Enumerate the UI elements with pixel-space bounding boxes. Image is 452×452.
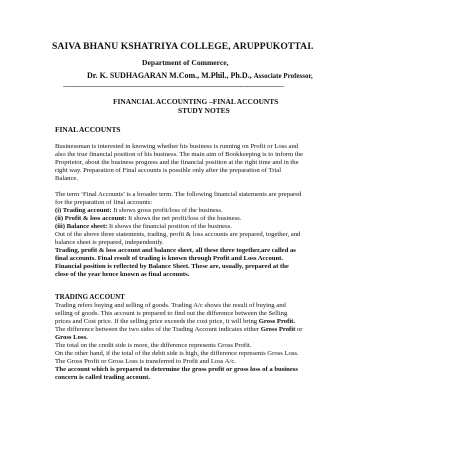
text-line xyxy=(55,326,405,334)
text-line: Out of the above three statements, trading, profit & loss accounts are prepared, together, and xyxy=(55,231,301,239)
text-line: Businessman is interested in knowing whether his business is running on Profit or Loss and xyxy=(55,143,299,150)
list-item-text: It shows the net profit/loss of the business. xyxy=(126,215,242,223)
paragraph-statements xyxy=(55,191,405,280)
text-span: or xyxy=(295,326,303,334)
text-span: prices and Cost price. If the selling price exceeds the cost price, it will bring xyxy=(55,318,259,326)
list-item xyxy=(55,207,405,215)
document-title: FINANCIAL ACCOUNTING –FINAL ACCOUNTS xyxy=(113,97,279,106)
text-line: Trading refers buying and selling of goods. Trading A/c shows the result of buying and xyxy=(55,302,286,309)
author-title: Associate Professor, xyxy=(253,72,313,80)
document-subtitle: STUDY NOTES xyxy=(178,106,230,115)
text-line xyxy=(55,318,405,326)
list-item-text: It shows the financial position of the business. xyxy=(107,223,232,231)
paragraph-trading xyxy=(55,302,405,382)
text-line: balance sheet is prepared, independently. xyxy=(55,239,164,247)
text-line: The total on the credit side is more, the difference represents Gross Profit. xyxy=(55,342,252,350)
author-name: Dr. K. SUDHAGARAN M.Com., M.Phil., Ph.D., xyxy=(87,71,252,80)
text-line: right way. Preparation of Final accounts is possible only after the preparation of Trial xyxy=(55,167,282,175)
text-line-bold: Financial position is reflected by Balance Sheet. These are, usually, prepared at the xyxy=(55,263,289,271)
text-line: The term ‘Final Accounts’ is a broader term. The following financial statements are prepared xyxy=(55,191,302,198)
author-line xyxy=(87,71,313,80)
section-heading-trading-account: TRADING ACCOUNT xyxy=(55,293,125,301)
list-item xyxy=(55,223,405,231)
paragraph-intro xyxy=(55,143,405,183)
text-line-bold: close of the year hence known as final accounts. xyxy=(55,271,190,279)
text-line-bold: final accounts. Final result of trading is known through Profit and Loss Account. xyxy=(55,255,284,263)
text-line-bold: Trading, profit & loss account and balance sheet, all these three together,are called as xyxy=(55,247,296,255)
text-span: The difference between the two sides of the Trading Account indicates either xyxy=(55,326,261,334)
section-heading-final-accounts: FINAL ACCOUNTS xyxy=(55,125,121,134)
text-line-bold: The account which is prepared to determine the gross profit or gross loss of a business xyxy=(55,366,298,374)
text-line: selling of goods. This account is prepared to find out the difference between the Selling xyxy=(55,310,288,318)
text-line: The Gross Profit or Gross Loss is transferred to Profit and Loss A/c. xyxy=(55,358,236,366)
list-item-label: (ii) Profit & loss account: xyxy=(55,215,127,223)
text-line-bold: concern is called trading account. xyxy=(55,374,150,382)
list-item-label: (i) Trading account: xyxy=(55,207,112,215)
text-span-bold: Gross Profit. xyxy=(258,318,296,326)
text-line-bold: Gross Loss. xyxy=(55,334,88,342)
text-line: On the other hand, if the total of the debit side is high, the difference represents Gross Loss. xyxy=(55,350,299,358)
text-line: for the preparation of final accounts: xyxy=(55,199,153,207)
text-span-bold: Gross Profit xyxy=(260,326,296,334)
text-line: also the true financial position of his business. The main aim of Bookkeeping is to inform the xyxy=(55,151,303,159)
college-name: SAIVA BHANU KSHATRIYA COLLEGE, ARUPPUKOTTAI. xyxy=(52,41,314,52)
list-item-label: (iii) Balance sheet: xyxy=(55,223,108,231)
separator-rule: ---------------------------------------------------------------------------------------------------------------------------------- xyxy=(63,84,284,90)
list-item-text: It shows gross profit/loss of the business. xyxy=(111,207,223,215)
list-item xyxy=(55,215,405,223)
text-line: Proprietor, about the business progress and the financial position at the right time and in the xyxy=(55,159,299,167)
department-name: Department of Commerce, xyxy=(142,58,229,67)
text-line: Balance. xyxy=(55,175,79,183)
